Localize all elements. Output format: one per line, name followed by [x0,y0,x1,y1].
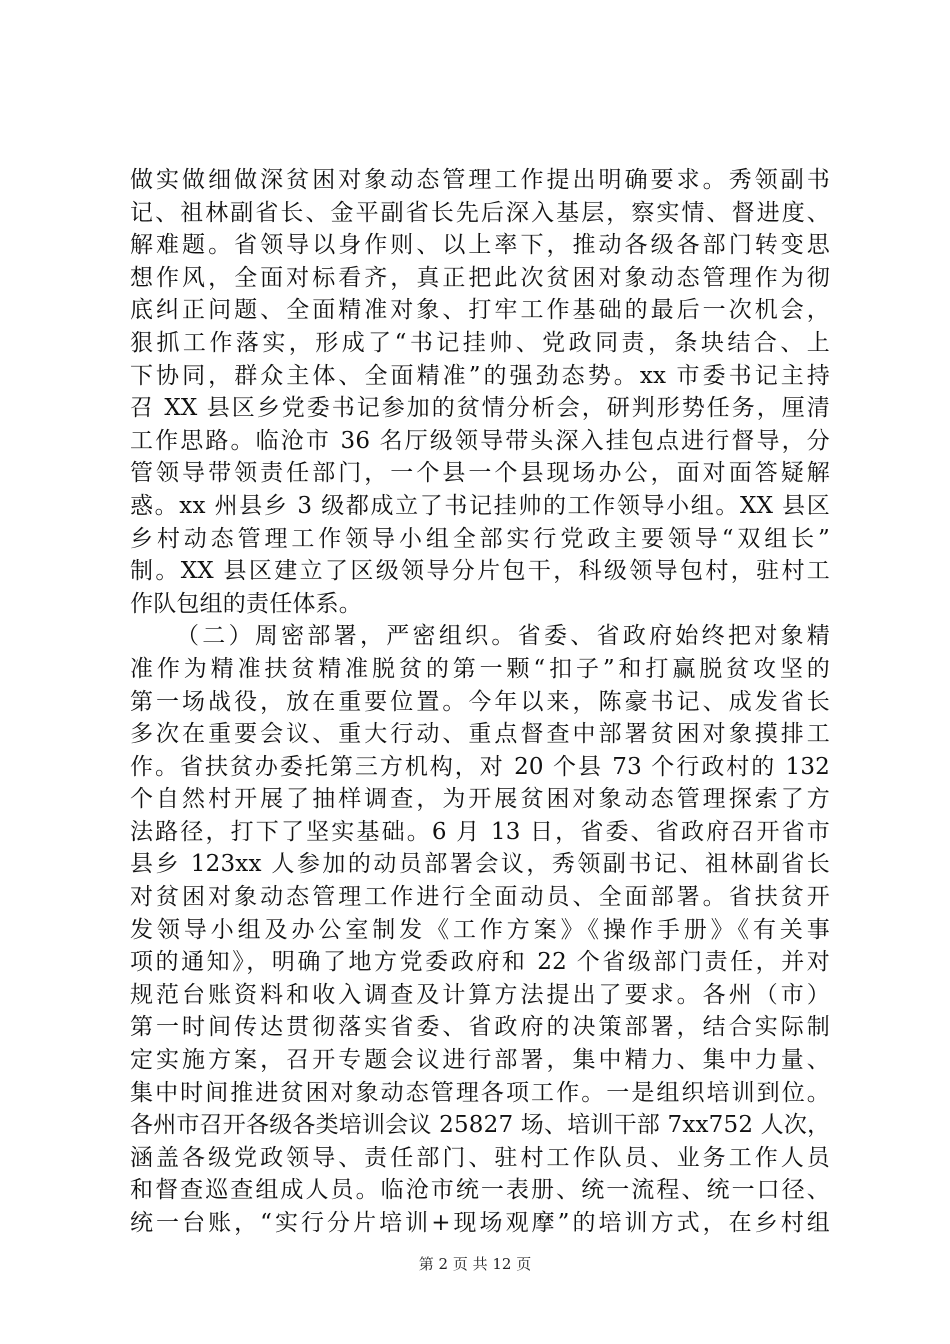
text-line: 和督查巡查组成人员。临沧市统一表册、统一流程、统一口径、 [130,1177,830,1204]
text-line: 项的通知》，明确了地方党委政府和 22 个省级部门责任，并对 [130,949,830,976]
text-line: 多次在重要会议、重大行动、重点督查中部署贫困对象摸排工 [130,721,830,748]
page-footer [0,1254,950,1274]
text-line: 作队包组的责任体系。 [130,590,362,617]
page-number-label: 第 2 页 共 12 页 [418,1255,532,1273]
text-line: 发领导小组及办公室制发《工作方案》《操作手册》《有关事 [130,916,830,943]
text-line: 做实做细做深贫困对象动态管理工作提出明确要求。秀领副书 [130,167,830,193]
text-line: 作。省扶贫办委托第三方机构，对 20 个县 73 个行政村的 132 [130,753,830,780]
text-line: 狠抓工作落实，形成了“书记挂帅、党政同责，条块结合、上 [130,329,830,356]
text-line: 涵盖各级党政领导、责任部门、驻村工作队员、业务工作人员 [130,1144,830,1171]
text-line: 乡村动态管理工作领导小组全部实行党政主要领导“双组长” [130,525,830,552]
text-line: 制。XX 县区建立了区级领导分片包干，科级领导包村，驻村工 [130,558,830,585]
text-line: 各州市召开各级各类培训会议 25827 场、培训干部 7xx752 人次， [130,1112,831,1139]
text-line: 底纠正问题、全面精准对象、打牢工作基础的最后一次机会， [130,297,830,324]
text-line: 对贫困对象动态管理工作进行全面动员、全面部署。省扶贫开 [130,884,830,911]
text-line: 法路径，打下了坚实基础。6 月 13 日，省委、省政府召开省市 [130,818,830,845]
text-line: 第一场战役，放在重要位置。今年以来，陈豪书记、成发省长 [130,688,830,715]
text-line: 想作风，全面对标看齐，真正把此次贫困对象动态管理作为彻 [130,264,830,291]
text-line: 第一时间传达贯彻落实省委、省政府的决策部署，结合实际制 [130,1014,830,1041]
text-line: 惑。xx 州县乡 3 级都成立了书记挂帅的工作领导小组。XX 县区 [130,492,830,519]
text-line: 解难题。省领导以身作则、以上率下，推动各级各部门转变思 [130,232,830,259]
text-line: 管领导带领责任部门，一个县一个县现场办公，面对面答疑解 [130,460,830,487]
text-line: 工作思路。临沧市 36 名厅级领导带头深入挂包点进行督导，分 [130,427,830,454]
text-line: 规范台账资料和收入调查及计算方法提出了要求。各州（市） [130,981,830,1008]
text-line: 县乡 123xx 人参加的动员部署会议，秀领副书记、祖林副省长 [130,851,830,878]
text-line: 准作为精准扶贫精准脱贫的第一颗“扣子”和打赢脱贫攻坚的 [130,655,830,682]
text-line: 下协同，群众主体、全面精准”的强劲态势。xx 市委书记主持 [130,362,830,389]
text-line: 记、祖林副省长、金平副省长先后深入基层，察实情、督进度、 [130,199,830,226]
text-line: 个自然村开展了抽样调查，为开展贫困对象动态管理探索了方 [130,786,830,813]
body-text [130,164,830,1240]
text-line: 召 XX 县区乡党委书记参加的贫情分析会，研判形势任务，厘清 [130,395,830,422]
text-line: 统一台账，“实行分片培训+现场观摩”的培训方式，在乡村组 [130,1210,830,1236]
text-line: 定实施方案，召开专题会议进行部署，集中精力、集中力量、 [130,1047,830,1074]
paragraph-heading-line: （二）周密部署，严密组织。省委、省政府始终把对象精 [176,623,830,650]
text-line: 集中时间推进贫困对象动态管理各项工作。一是组织培训到位。 [130,1079,830,1106]
